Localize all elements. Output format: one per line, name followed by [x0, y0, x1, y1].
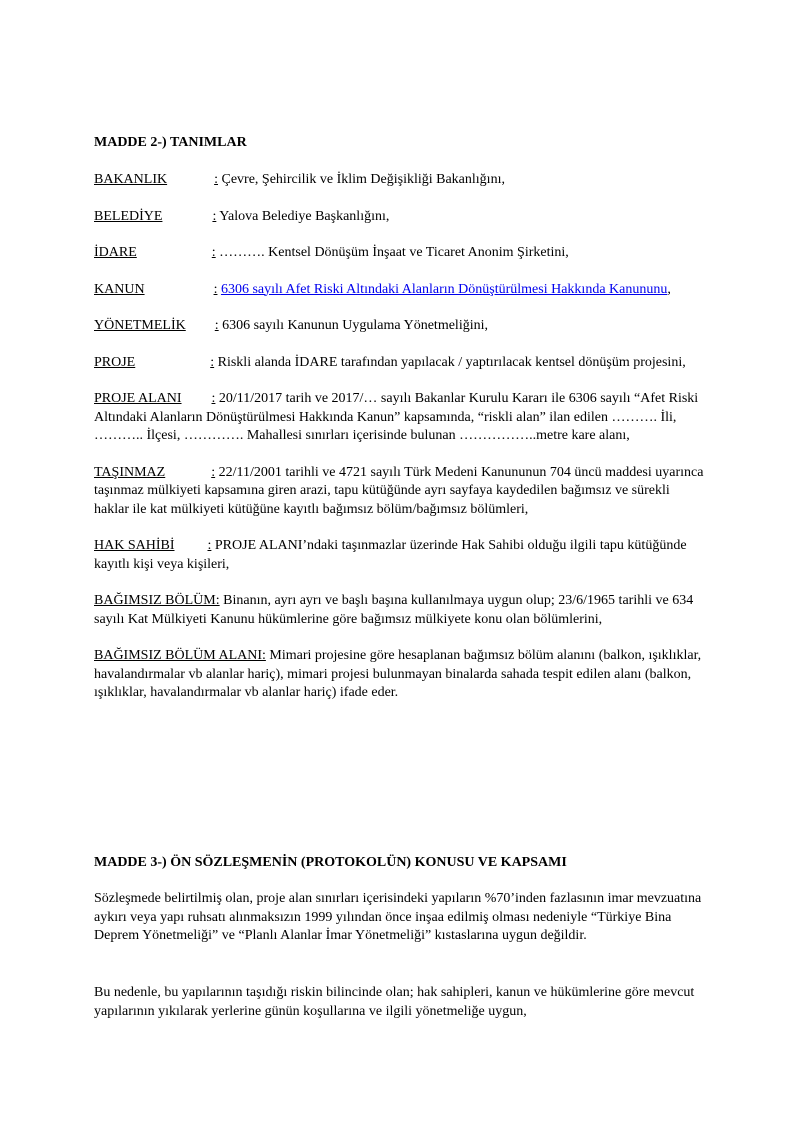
definition-text: Binanın, ayrı ayrı ve başlı başına kullanılmaya uygun olup; 23/6/1965 tarihli ve 634 sayılı Kat Mülkiyeti Kanunu hükümlerine göre bağımsız mülkiyete konu olan bölümlerini,	[94, 593, 694, 627]
definition-term: YÖNETMELİK :	[94, 318, 219, 333]
definition-bakanlik	[94, 171, 708, 190]
definition-term: TAŞINMAZ :	[94, 464, 216, 480]
definition-text: ………. Kentsel Dönüşüm İnşaat ve Ticaret Anonim Şirketini,	[215, 245, 569, 260]
definition-tasinmaz	[94, 464, 708, 520]
definition-term: BELEDİYE :	[94, 208, 217, 224]
definition-term: KANUN :	[94, 281, 218, 297]
definitions-list	[94, 171, 708, 721]
definition-text: Yalova Belediye Başkanlığını,	[216, 208, 390, 224]
definition-idare	[94, 244, 708, 263]
section-heading-madde-2: MADDE 2-) TANIMLAR	[94, 135, 247, 150]
definition-term: BAĞIMSIZ BÖLÜM ALANI:	[94, 648, 266, 663]
paragraph: Bu nedenle, bu yapılarının taşıdığı riskin bilincinde olan; hak sahipleri, kanun ve hükümlerine göre mevcut yapılarının yıkılarak yerlerine günün koşullarına ve ilgili yönetmeliğe uygun,	[94, 985, 695, 1019]
definition-kanun	[94, 281, 708, 300]
definition-text: 20/11/2017 tarih ve 2017/… sayılı Bakanlar Kurulu Kararı ile 6306 sayılı “Afet Riski Altındaki Alanların Dönüştürülmesi Hakkında Kanun” kapsamında, “riskli alan” ilan edilen ………. İli, ……….. İlçesi, …………. Mahallesi sınırları içerisinde bulunan ……………..metre kare alanı,	[94, 391, 699, 443]
definition-term: İDARE :	[94, 245, 216, 260]
definition-text: Mimari projesine göre hesaplanan bağımsız bölüm alanını (balkon, ışıklıklar, havalandırmalar vb alanlar hariç), mimari projesi bulunmayan binalarda sahada tespit edilen alanı (balkon, ışıklıklar, havalandırmalar vb alanlar hariç) ifade eder.	[94, 648, 702, 700]
definition-belediye	[94, 208, 708, 227]
definition-text: 6306 sayılı Kanunun Uygulama Yönetmeliğini,	[218, 318, 488, 333]
paragraph: Sözleşmede belirtilmiş olan, proje alan sınırları içerisindeki yapıların %70’inden fazlasının imar mevzuatına aykırı veya yapı ruhsatı alınmaksızın 1999 yılından önce inşaa edilmiş olması nedeniyle “Türkiye Bina Deprem Yönetmeliği” ve “Planlı Alanlar İmar Yönetmeliği” kıstaslarına uygun değildir.	[94, 891, 702, 943]
definition-term: BAKANLIK :	[94, 172, 218, 187]
definition-text: Çevre, Şehircilik ve İklim Değişikliği Bakanlığını,	[218, 172, 505, 187]
definition-term: PROJE ALANI :	[94, 391, 216, 406]
definition-yonetmelik	[94, 317, 708, 336]
definition-hak-sahibi	[94, 537, 708, 574]
definition-proje-alani	[94, 390, 708, 446]
definition-term: PROJE :	[94, 354, 215, 370]
definition-term: HAK SAHİBİ :	[94, 538, 212, 553]
definition-term: BAĞIMSIZ BÖLÜM:	[94, 593, 220, 608]
definition-text: 22/11/2001 tarihli ve 4721 sayılı Türk Medeni Kanununun 704 üncü maddesi uyarınca taşınmaz mülkiyeti kapsamına giren arazi, tapu kütüğünde ayrı sayfaya kaydedilen bağımsız ve sürekli haklar ile kat mülkiyeti kütüğüne kayıtlı bağımsız bölüm/bağımsız bölümleri,	[94, 464, 704, 517]
definition-proje	[94, 354, 708, 373]
definition-bagimsiz-bolum	[94, 592, 708, 629]
kanun-link[interactable]: 6306 sayılı Afet Riski Altındaki Alanların Dönüştürülmesi Hakkında Kanununu	[220, 281, 668, 297]
definition-text: PROJE ALANI’ndaki taşınmazlar üzerinde Hak Sahibi olduğu ilgili tapu kütüğünde kayıtlı kişi veya kişileri,	[94, 538, 687, 572]
definition-text: Riskli alanda İDARE tarafından yapılacak / yaptırılacak kentsel dönüşüm projesini,	[214, 354, 686, 370]
section-heading-madde-3: MADDE 3-) ÖN SÖZLEŞMENİN (PROTOKOLÜN) KONUSU VE KAPSAMI	[94, 855, 567, 870]
definition-text: ,	[667, 281, 671, 297]
definition-bagimsiz-bolum-alani	[94, 647, 708, 703]
